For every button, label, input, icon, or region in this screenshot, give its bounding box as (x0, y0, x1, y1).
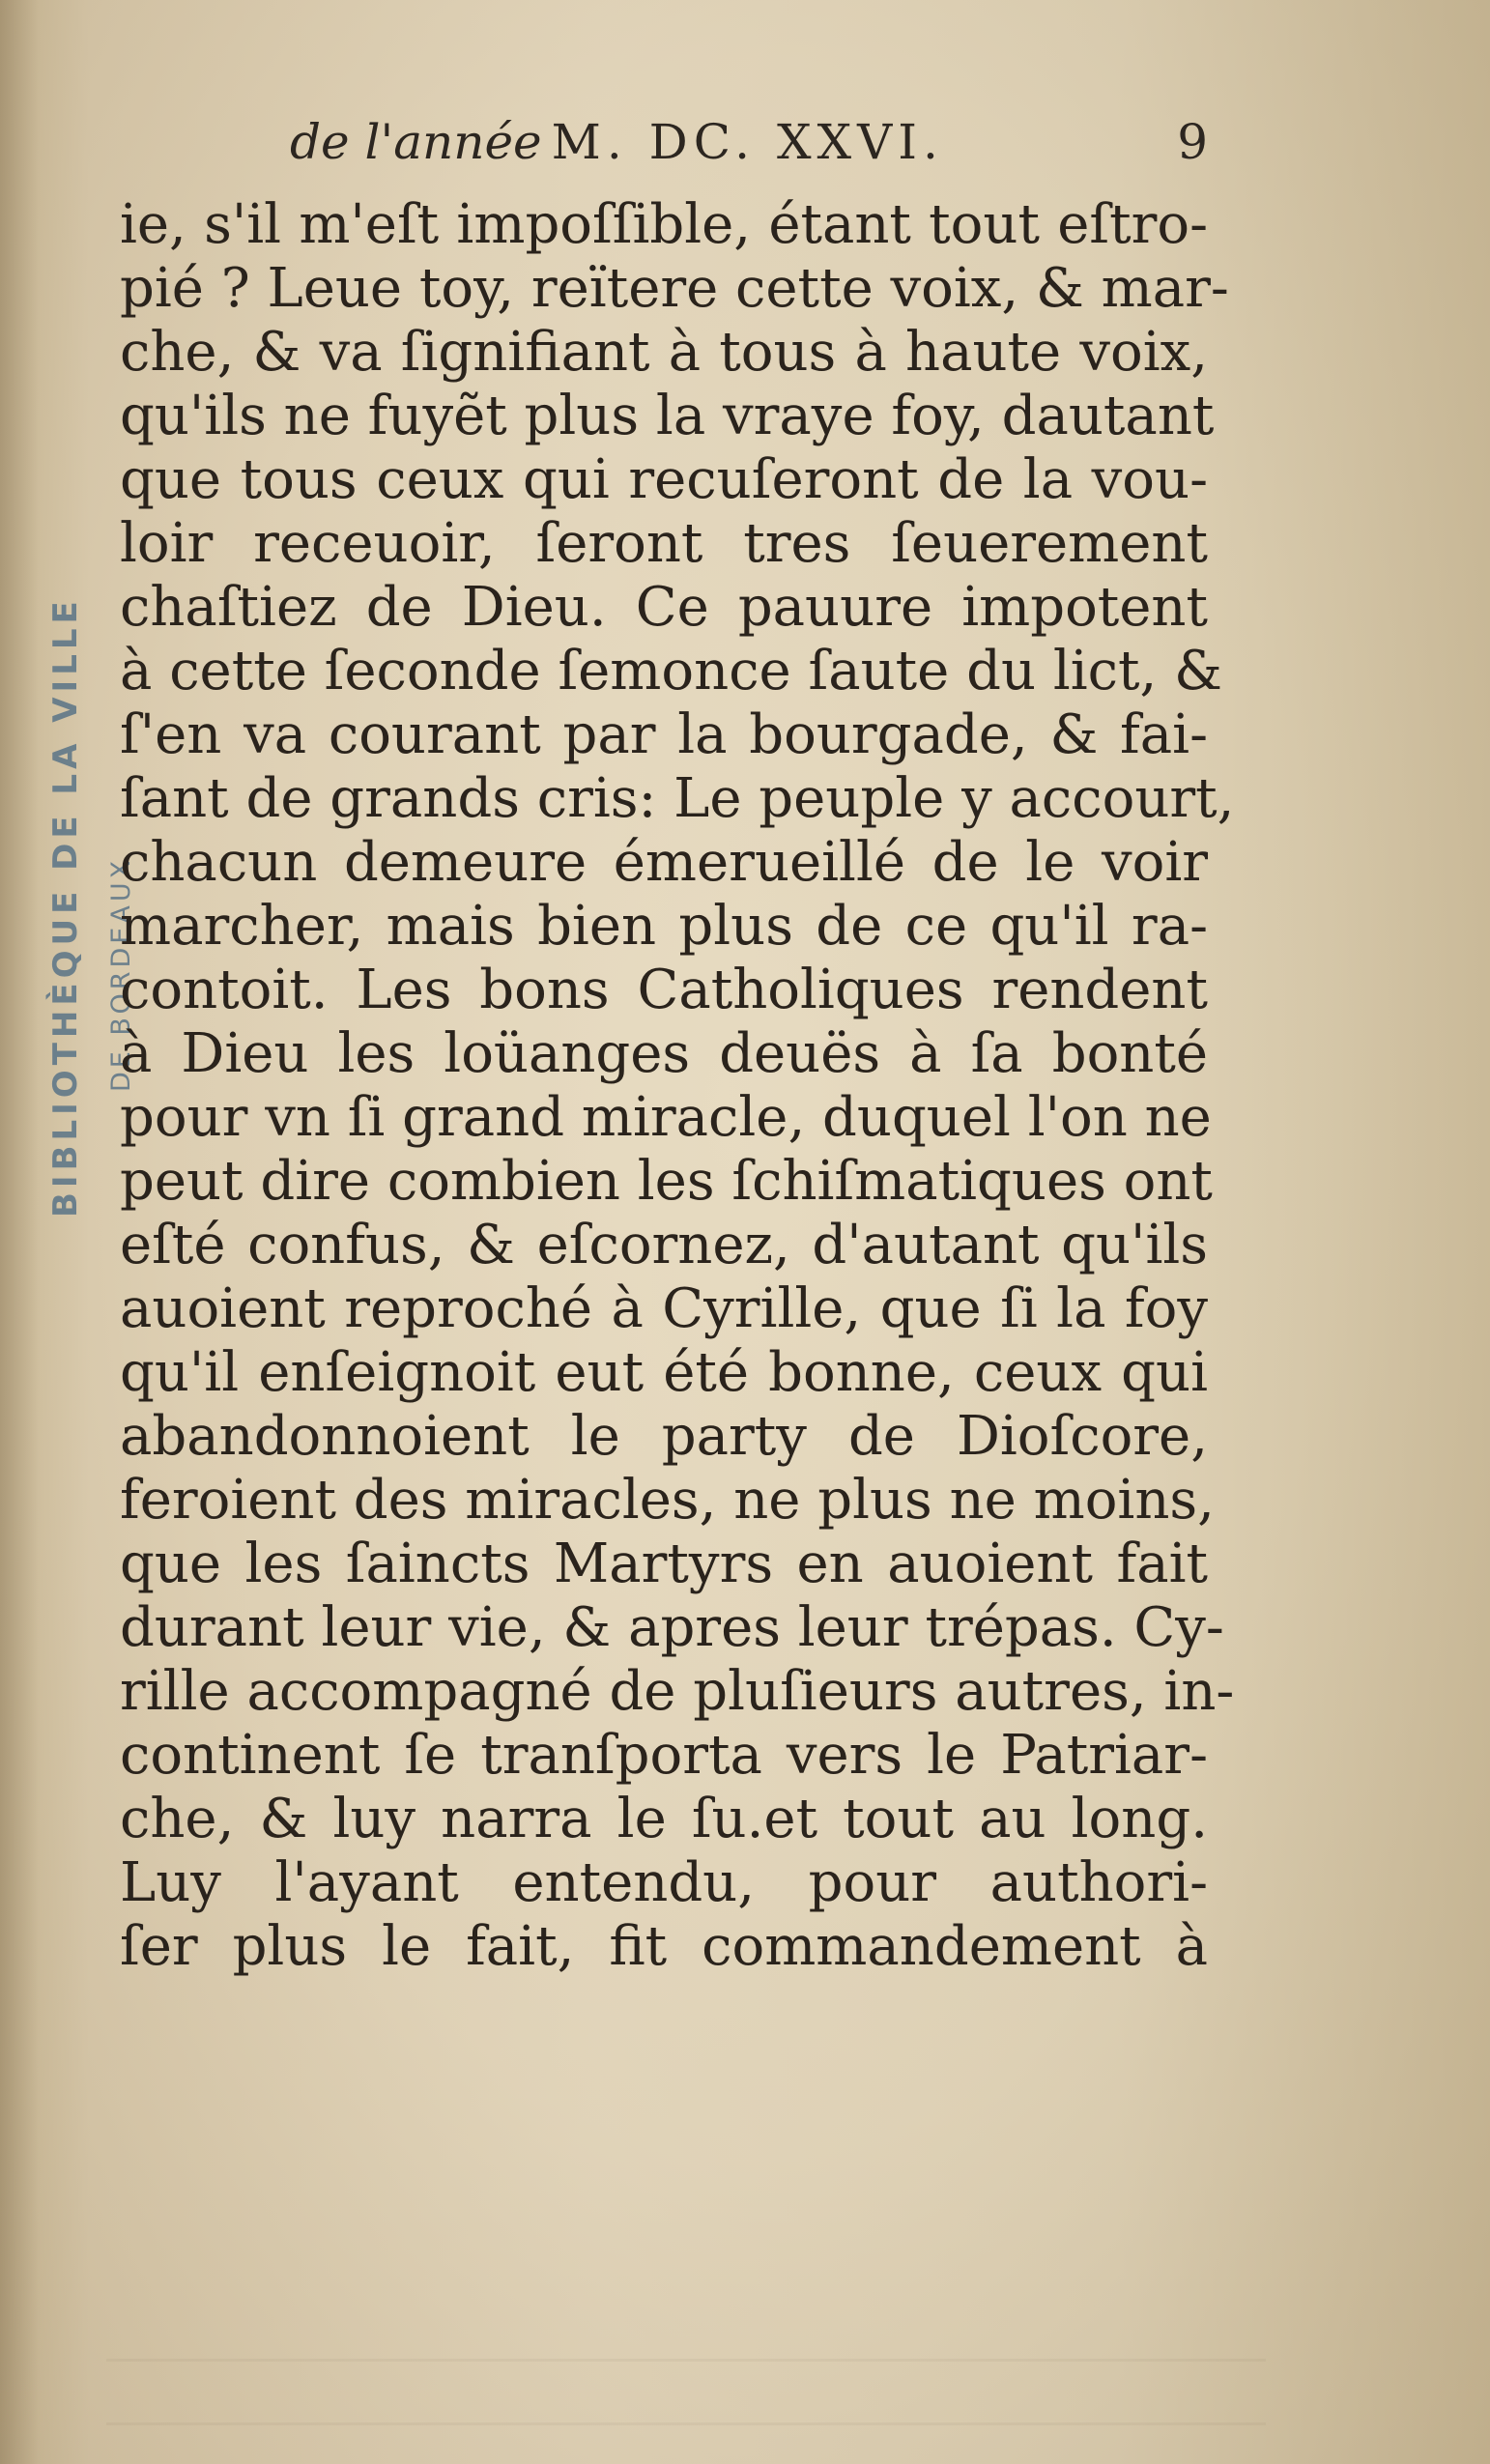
text-line: loir receuoir, ſeront tres ſeuerement (120, 512, 1208, 575)
text-line: que tous ceux qui recuſeront de la vou- (120, 448, 1208, 511)
library-stamp-city: DE BORDEAUX (106, 856, 136, 1092)
text-line: chaſtiez de Dieu. Ce pauure impotent (120, 576, 1208, 639)
text-line: eſté confus, & eſcornez, d'autant qu'ils (120, 1214, 1208, 1276)
text-line: contoit. Les bons Catholiques rendent (120, 959, 1208, 1021)
text-line: abandonnoient le party de Dioſcore, (120, 1405, 1208, 1468)
text-line: que les ſaincts Martyrs en auoient fait (120, 1533, 1208, 1595)
text-line: qu'il enſeignoit eut été bonne, ceux qui (120, 1341, 1208, 1404)
text-line: ie, s'il m'eſt impoſſible, étant tout eſtro- (120, 193, 1208, 256)
text-line: durant leur vie, & apres leur trépas. Cy- (120, 1596, 1224, 1659)
text-line: marcher, mais bien plus de ce qu'il ra- (120, 895, 1208, 958)
text-line: pour vn ſi grand miracle, duquel l'on ne (120, 1086, 1212, 1149)
text-line: ſant de grands cris: Le peuple y accourt, (120, 767, 1235, 830)
text-line: auoient reproché à Cyrille, que ſi la foy (120, 1277, 1208, 1340)
text-line: che, & luy narra le ſu.et tout au long. (120, 1788, 1208, 1850)
running-head (290, 114, 944, 170)
text-line: ſ'en va courant par la bourgade, & fai- (120, 703, 1208, 766)
page-header (290, 114, 1208, 191)
text-line: feroient des miracles, ne plus ne moins, (120, 1469, 1215, 1532)
library-stamp-name: BIBLIOTHÈQUE DE LA VILLE (46, 596, 85, 1218)
text-line: chacun demeure émerueillé de le voir (120, 831, 1208, 894)
body-text (120, 193, 1235, 1979)
text-line: che, & va ſignifiant à tous à haute voix, (120, 321, 1208, 384)
bleed-through (106, 2309, 1266, 2425)
text-line: qu'ils ne fuyẽt plus la vraye foy, dautant (120, 385, 1215, 447)
text-line: peut dire combien les ſchiſmatiques ont (120, 1150, 1213, 1213)
running-head-year: M. DC. XXVI. (551, 114, 944, 170)
text-line: à Dieu les loüanges deuës à ſa bonté (120, 1022, 1208, 1085)
text-line: Luy l'ayant entendu, pour authori- (120, 1851, 1208, 1914)
text-line: ſer plus le fait, fit commandement à (120, 1915, 1208, 1978)
text-line: rille accompagné de pluſieurs autres, in- (120, 1660, 1235, 1723)
page-number: 9 (1177, 114, 1208, 170)
running-head-italic: de l'année (290, 114, 542, 170)
text-line: continent ſe tranſporta vers le Patriar- (120, 1724, 1208, 1787)
spine-shadow (0, 0, 39, 2464)
text-line: à cette ſeconde ſemonce ſaute du lict, & (120, 640, 1222, 702)
text-line: pié ? Leue toy, reïtere cette voix, & mar- (120, 257, 1229, 320)
